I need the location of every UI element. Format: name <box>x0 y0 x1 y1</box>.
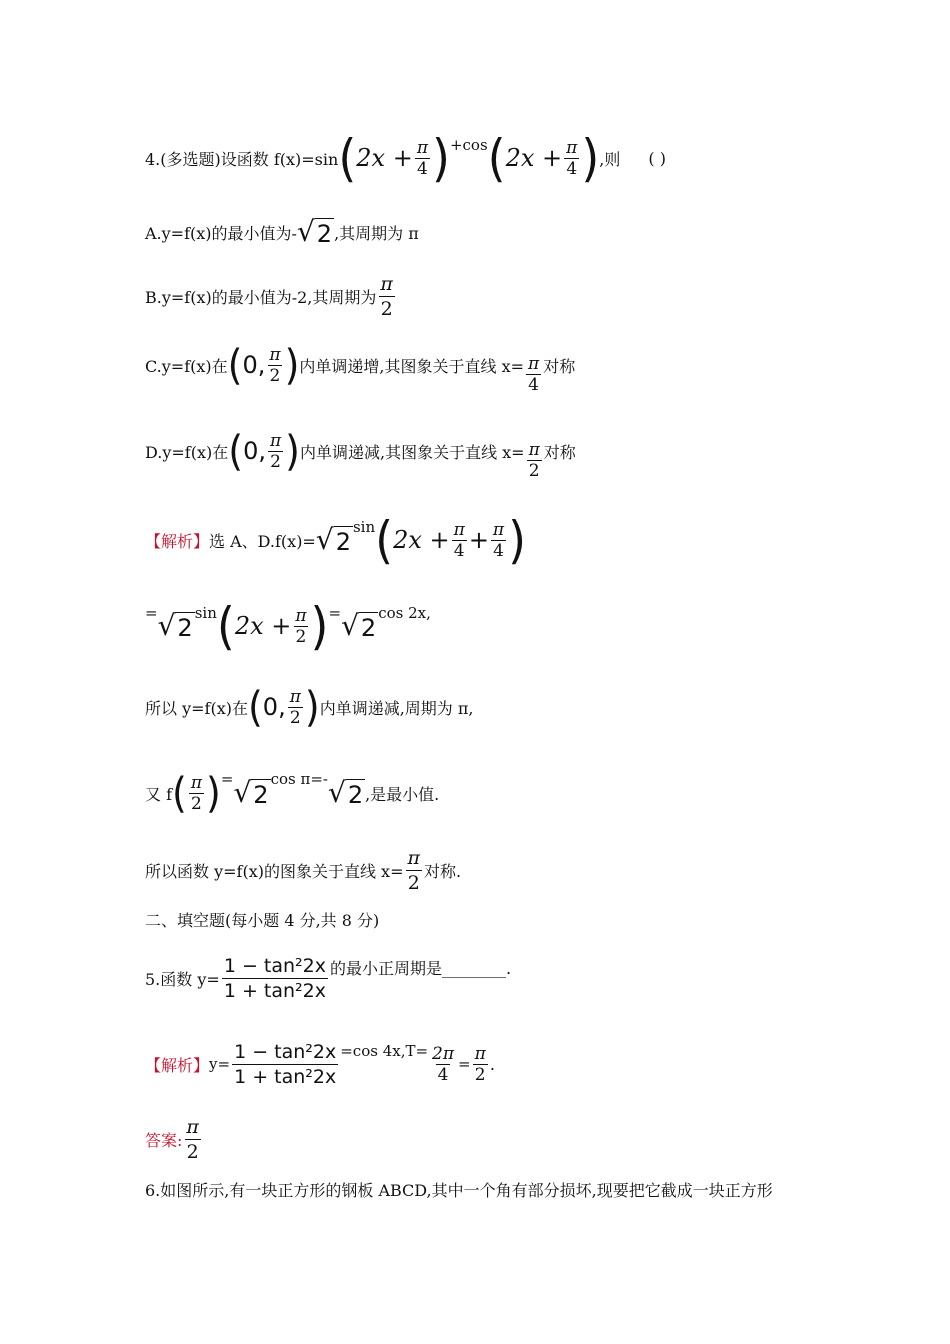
sol4-line4-prefix: 又 f <box>145 784 173 804</box>
period: . <box>489 1054 495 1074</box>
right-paren: ) <box>508 510 527 570</box>
sol4-line5-prefix: 所以函数 y=f(x)的图象关于直线 x= <box>145 861 404 881</box>
left-paren: ( <box>247 682 263 732</box>
sol4-line2-suffix: cos 2x, <box>378 604 431 622</box>
right-paren: ) <box>432 128 450 188</box>
fraction-pi-2: $\frac{\pi}{2}$ <box>380 272 393 320</box>
question-4-stem <box>145 128 666 188</box>
question-5 <box>145 950 511 1006</box>
option-c-prefix: C.y=f(x)在 <box>145 356 228 376</box>
sol5-mid: =cos 4x,T= <box>340 1042 429 1060</box>
solution-4-line-2 <box>145 598 431 654</box>
right-paren: ) <box>310 596 329 656</box>
fraction-pi-2: $\frac{\pi}{2}$ <box>186 1115 199 1163</box>
section-2-title-text: 二、填空题(每小题 4 分,共 8 分) <box>145 910 380 930</box>
q4-arg-2: 2x + <box>505 144 563 172</box>
sol4-arg: 2x + <box>234 612 292 640</box>
sqrt-2: √ 2 <box>315 523 351 556</box>
interval-zero: 0, <box>262 693 286 721</box>
option-a-prefix: A.y=f(x)的最小值为- <box>145 223 297 243</box>
sol4-line5-suffix: 对称. <box>423 861 462 881</box>
option-d-prefix: D.y=f(x)在 <box>145 442 229 462</box>
cos-label: cos π=- <box>270 770 328 788</box>
analysis-label: 【解析】 <box>145 1055 210 1075</box>
option-b-prefix: B.y=f(x)的最小值为-2,其周期为 <box>145 287 377 307</box>
sqrt-2: √ 2 <box>327 776 364 809</box>
sol4-arg: 2x + <box>393 526 450 554</box>
interval-zero: 0, <box>242 351 266 379</box>
right-paren: ) <box>304 682 320 732</box>
equals-sign: = <box>328 604 342 622</box>
equals-sign: = <box>145 604 158 622</box>
option-c-mid: 内单调递增,其图象关于直线 x= <box>299 356 524 376</box>
q4-prefix: 4.(多选题)设函数 f(x)=sin <box>145 149 339 169</box>
left-paren: ( <box>487 128 506 188</box>
sqrt-2: √ 2 <box>157 609 193 642</box>
answer-label: 答案: <box>145 1130 183 1150</box>
right-paren: ) <box>285 426 300 476</box>
left-paren: ( <box>216 596 235 656</box>
q5-prefix: 5.函数 y= <box>145 969 220 989</box>
answer-5 <box>145 1114 203 1164</box>
left-paren: ( <box>375 510 394 570</box>
sqrt-2: √ 2 <box>341 609 377 642</box>
q4-arg-1: 2x + <box>356 144 413 172</box>
sol4-line1-prefix: 选 A、D.f(x)= <box>209 531 316 551</box>
solution-4-line-3 <box>145 682 474 732</box>
solution-5 <box>145 1036 495 1092</box>
fraction-tan: $\frac{\text{1 − tan²2x}}{\text{1 + tan²2x}}$ <box>223 954 326 1002</box>
fraction-pi-2: $\frac{\pi}{2}$ <box>269 344 281 386</box>
sol4-line4-suffix: ,是最小值. <box>365 784 440 804</box>
fraction-pi-2: $\frac{\pi}{2}$ <box>474 1043 486 1085</box>
interval-zero: 0, <box>243 437 266 465</box>
fraction-pi-4: $\frac{\pi}{4}$ <box>416 137 428 179</box>
option-b <box>145 272 397 320</box>
fraction-tan: $\frac{\text{1 − tan²2x}}{\text{1 + tan²2x}}$ <box>234 1040 337 1088</box>
sol4-line3-prefix: 所以 y=f(x)在 <box>145 698 248 718</box>
equals-sign: = <box>220 770 234 788</box>
fraction-pi-2: $\frac{\pi}{2}$ <box>528 439 540 481</box>
option-d-mid: 内单调递减,其图象关于直线 x= <box>299 442 525 462</box>
option-d-suffix: 对称 <box>543 442 576 462</box>
sqrt-2: √ 2 <box>233 776 269 809</box>
fraction-pi-2: $\frac{\pi}{2}$ <box>190 772 203 814</box>
solution-4-line-1 <box>145 512 526 568</box>
solution-4-line-4 <box>145 768 439 818</box>
right-paren: ) <box>206 768 221 818</box>
fraction-pi-2: $\frac{\pi}{2}$ <box>289 686 301 728</box>
solution-4-line-5 <box>145 846 461 894</box>
sol5-prefix: y= <box>209 1055 231 1073</box>
fraction-pi-4: $\frac{\pi}{4}$ <box>566 137 578 179</box>
option-a-suffix: ,其周期为 π <box>334 223 419 243</box>
fraction-pi-2: $\frac{\pi}{2}$ <box>295 605 307 647</box>
fraction-pi-4: $\frac{\pi}{4}$ <box>528 353 540 395</box>
left-paren: ( <box>228 426 244 476</box>
option-d <box>145 426 576 481</box>
equals-sign: = <box>458 1055 471 1073</box>
section-2-title <box>145 906 379 932</box>
option-c <box>145 340 576 395</box>
question-6 <box>145 1176 773 1202</box>
sin-label: sin <box>352 518 376 536</box>
q4-plus-cos: +cos <box>449 136 488 154</box>
analysis-label: 【解析】 <box>145 531 210 551</box>
fraction-pi-4: $\frac{\pi}{4}$ <box>453 519 465 561</box>
left-paren: ( <box>338 128 357 188</box>
right-paren: ) <box>581 128 600 188</box>
fraction-pi-2: $\frac{\pi}{2}$ <box>269 430 282 472</box>
fraction-2pi-4: $\frac{2\pi}{4}$ <box>432 1043 455 1085</box>
plus-sign: + <box>468 526 489 554</box>
fraction-pi-4: $\frac{\pi}{4}$ <box>492 519 505 561</box>
option-a <box>145 212 419 252</box>
left-paren: ( <box>172 768 187 818</box>
sqrt-2: √ 2 <box>296 215 333 248</box>
left-paren: ( <box>227 340 243 390</box>
q5-suffix: 的最小正周期是________. <box>329 959 512 978</box>
q4-suffix: ,则 <box>599 149 621 169</box>
answer-blank: ( ) <box>648 148 666 168</box>
option-c-suffix: 对称 <box>543 356 576 376</box>
right-paren: ) <box>284 340 300 390</box>
sin-label: sin <box>194 604 217 622</box>
fraction-pi-2: $\frac{\pi}{2}$ <box>407 846 420 894</box>
q6-text: 6.如图所示,有一块正方形的钢板 ABCD,其中一个角有部分损坏,现要把它截成一块正方形 <box>145 1180 773 1200</box>
sol4-line3-suffix: 内单调递减,周期为 π, <box>319 698 474 718</box>
